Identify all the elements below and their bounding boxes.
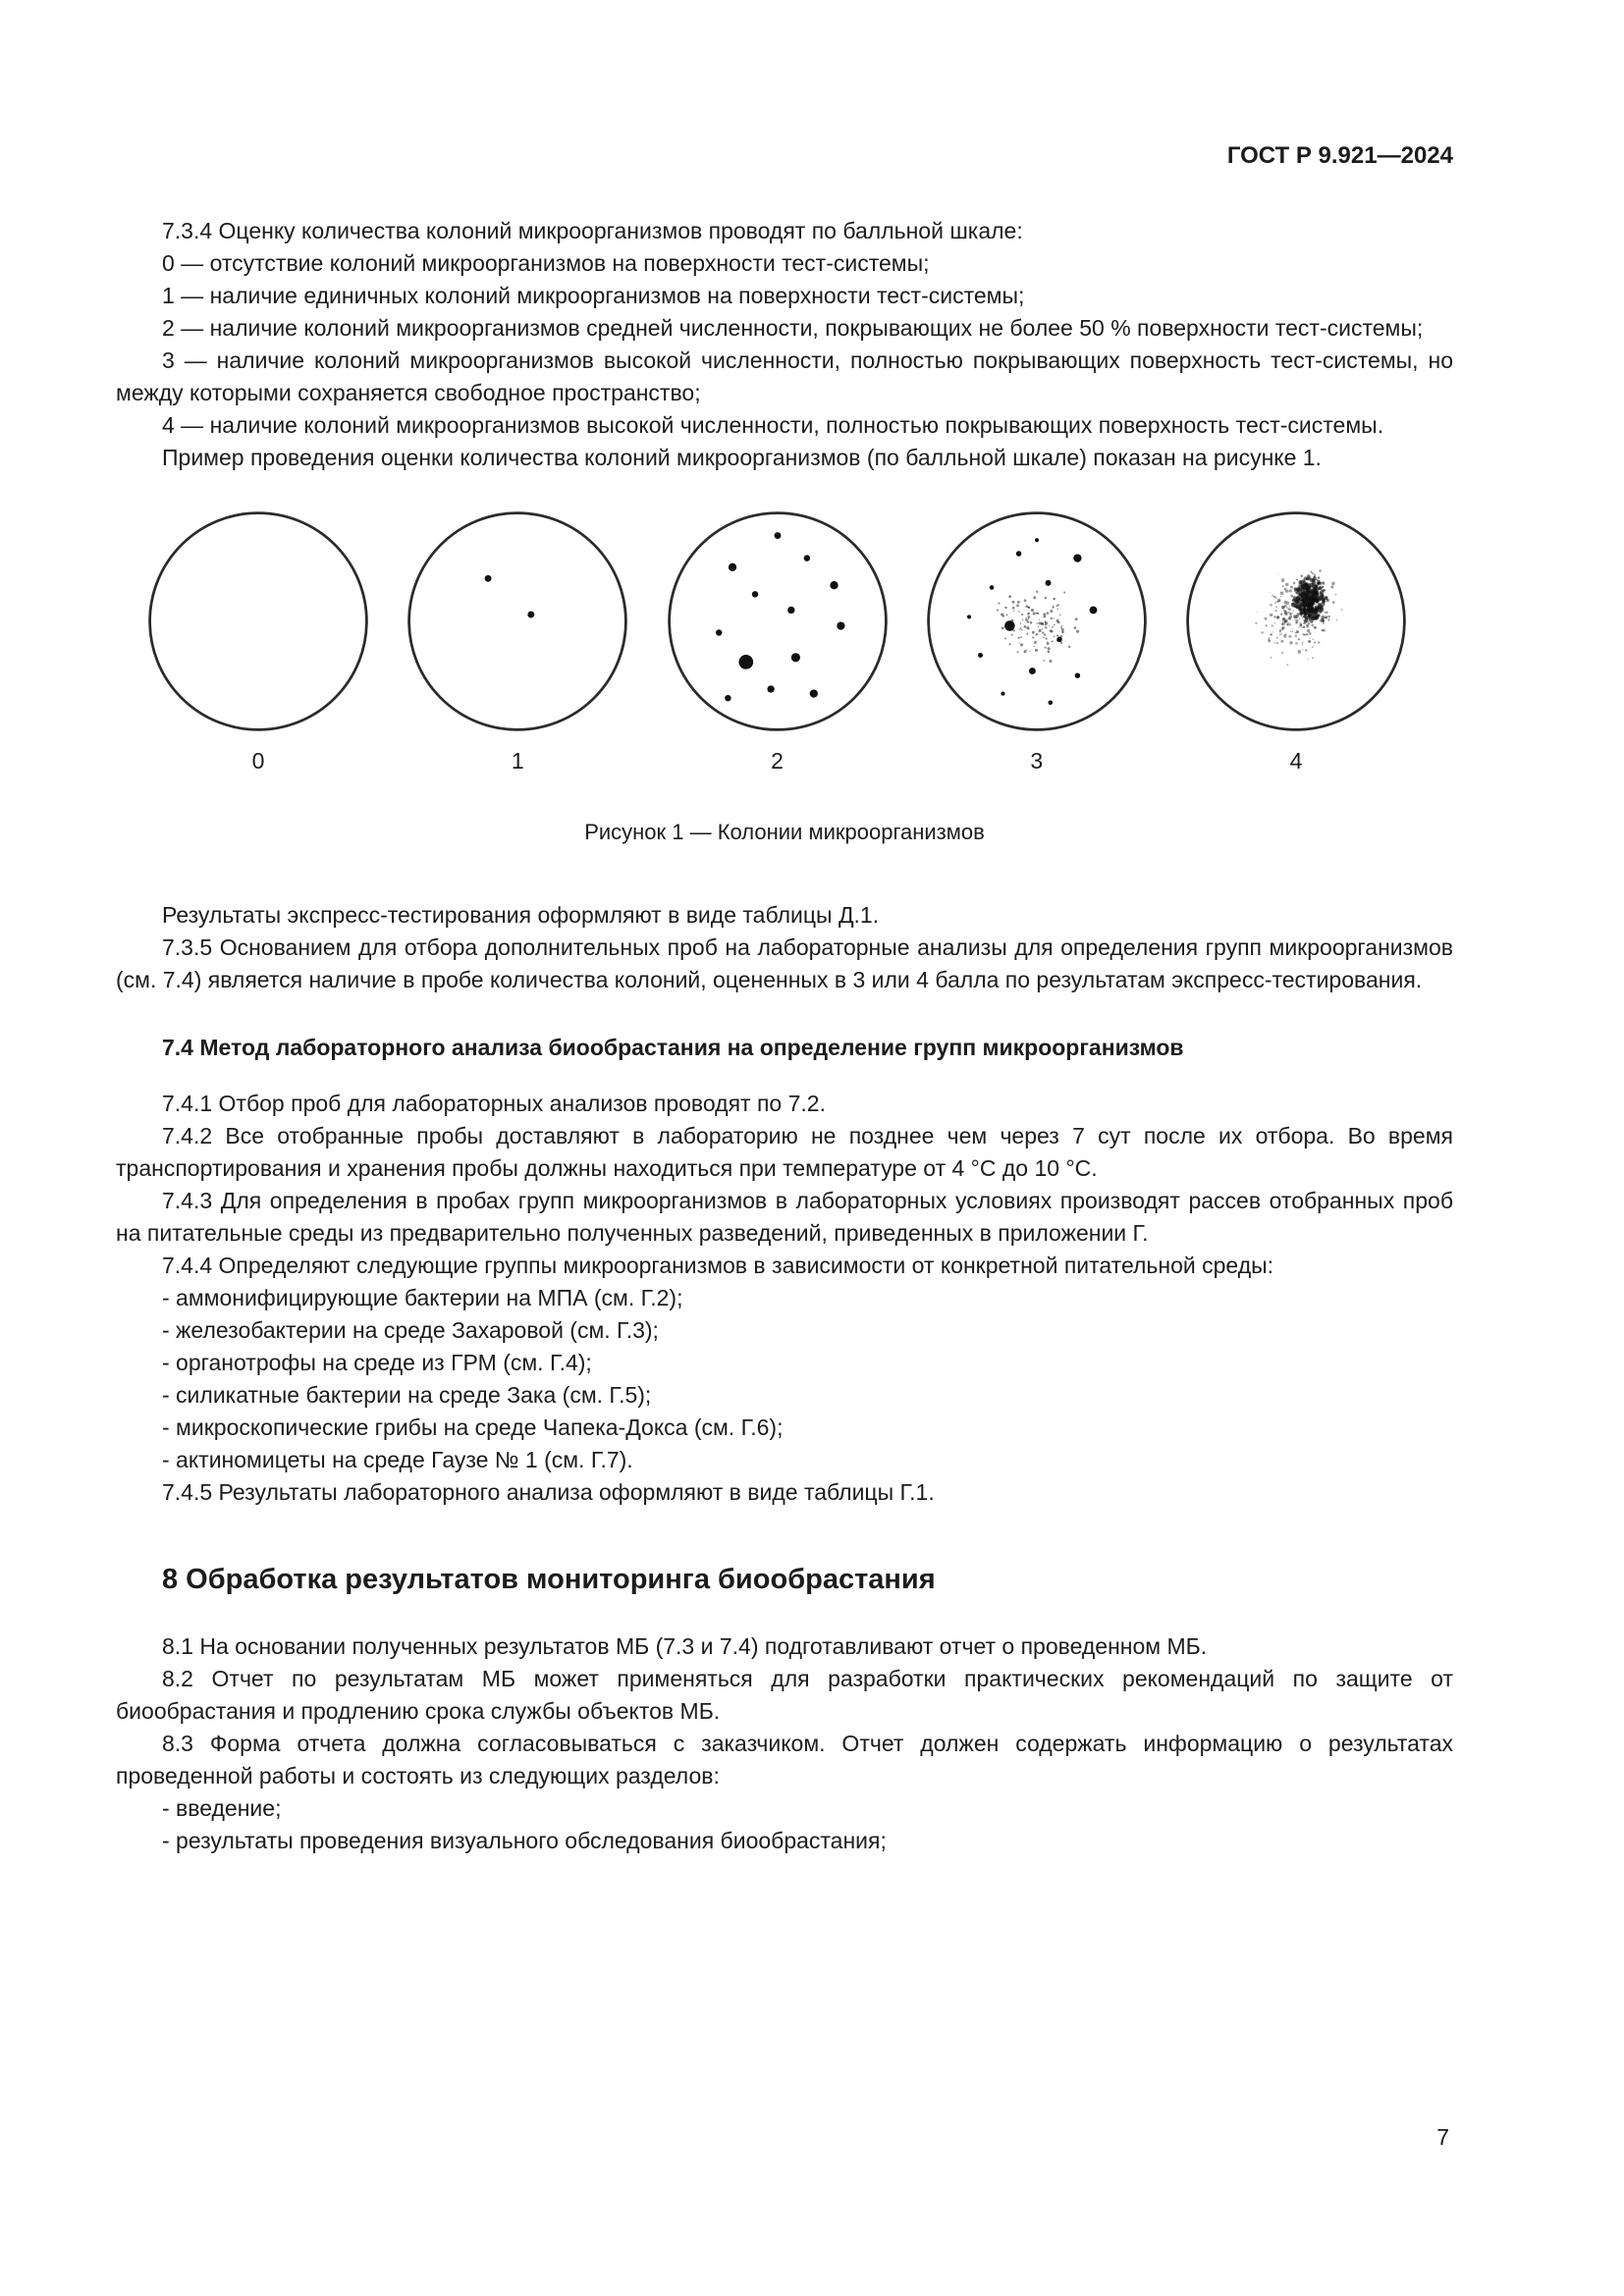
scale-item-0: 0 — отсутствие колоний микроорганизмов на поверхности тест-системы; [162,250,930,276]
petri-circle-2 [665,508,891,734]
list-item-zak: - силикатные бактерии на среде Зака (см. Г.5); [162,1382,652,1408]
paragraph-8-1: 8.1 На основании полученных результатов МБ (7.3 и 7.4) подготавливают отчет о проведенном МБ. [162,1633,1208,1659]
petri-circle-3 [924,508,1150,734]
list-item-intro: - введение; [162,1795,282,1821]
petri-circle-1 [405,508,630,734]
scale-item-4: 4 — наличие колоний микроорганизмов высокой численности, полностью покрывающих поверхность тест-системы. [162,412,1384,438]
petri-dish-score-1 [405,508,630,774]
paragraph-example-note: Пример проведения оценки количества колоний микроорганизмов (по балльной шкале) показан на рисунке 1. [162,445,1322,470]
scale-item-1: 1 — наличие единичных колоний микроорганизмов на поверхности тест-системы; [162,283,1025,308]
page-number: 7 [1436,2124,1449,2150]
heading-7-4: 7.4 Метод лабораторного анализа биообрастания на определение групп микроорганизмов [162,1035,1184,1060]
list-item-grm: - органотрофы на среде из ГРМ (см. Г.4); [162,1350,592,1375]
paragraph-7-4-3: 7.4.3 Для определения в пробах групп микроорганизмов в лабораторных условиях производят рассев отобранных проб на питательные среды из предварительно полученных разведений, приведенных в приложении Г. [116,1188,1453,1246]
petri-dish-score-0 [145,508,371,774]
petri-dish-score-3 [924,508,1150,774]
paragraph-8-3: 8.3 Форма отчета должна согласовываться с заказчиком. Отчет должен содержать информацию о результатах проведенной работы и состоять из следующих разделов: [116,1731,1453,1789]
petri-dish-score-2 [665,508,891,774]
paragraph-7-4-2: 7.4.2 Все отобранные пробы доставляют в лабораторию не позднее чем через 7 сут после их отбора. Во время транспортирования и хранения пробы должны находиться при температуре от 4 °С до 10 °С. [116,1123,1453,1181]
figure-1-circles [116,508,1453,774]
figure-1 [116,508,1453,845]
paragraph-8-2: 8.2 Отчет по результатам МБ может применяться для разработки практических рекомендаций по защите от биообрастания и продлению срока службы объектов МБ. [116,1666,1453,1724]
list-item-chapek: - микроскопические грибы на среде Чапека-Докса (см. Г.6); [162,1415,784,1440]
list-item-mpa: - аммонифицирующие бактерии на МПА (см. Г.2); [162,1285,683,1310]
petri-label-2: 2 [771,748,784,774]
paragraph-results-note: Результаты экспресс-тестирования оформляют в виде таблицы Д.1. [162,902,880,928]
list-item-gauze: - актиномицеты на среде Гаузе № 1 (см. Г.7). [162,1447,633,1472]
scale-item-2: 2 — наличие колоний микроорганизмов средней численности, покрывающих не более 50 % поверхности тест-системы; [162,315,1424,341]
petri-label-0: 0 [251,748,265,774]
petri-label-3: 3 [1030,748,1044,774]
scale-item-3: 3 — наличие колоний микроорганизмов высокой численности, полностью покрывающих поверхность тест-системы, но между которыми сохраняется свободное пространство; [116,347,1453,405]
petri-label-4: 4 [1289,748,1303,774]
petri-label-1: 1 [511,748,524,774]
list-item-zaharova: - железобактерии на среде Захаровой (см. Г.3); [162,1317,659,1343]
figure-1-caption: Рисунок 1 — Колонии микроорганизмов [584,820,985,844]
paragraph-7-4-5: 7.4.5 Результаты лабораторного анализа оформляют в виде таблицы Г.1. [162,1479,935,1505]
paragraph-7-4-4: 7.4.4 Определяют следующие группы микроорганизмов в зависимости от конкретной питательной среды: [162,1253,1274,1278]
petri-circle-0 [145,508,371,734]
paragraph-7-3-4: 7.3.4 Оценку количества колоний микроорганизмов проводят по балльной шкале: [162,218,1023,243]
document-code: ГОСТ Р 9.921—2024 [1226,142,1453,169]
petri-circle-4 [1183,508,1409,734]
petri-dish-score-4 [1183,508,1409,774]
paragraph-7-3-5: 7.3.5 Основанием для отбора дополнительных проб на лабораторные анализы для определения групп микроорганизмов (см. 7.4) является наличие в пробе количества колоний, оцененных в 3 или 4 балла по результатам экспресс-тестирования. [116,934,1453,992]
list-item-visual-results: - результаты проведения визуального обследования биообрастания; [162,1828,887,1853]
paragraph-7-4-1: 7.4.1 Отбор проб для лабораторных анализов проводят по 7.2. [162,1091,826,1116]
heading-8: 8 Обработка результатов мониторинга биообрастания [162,1564,936,1595]
